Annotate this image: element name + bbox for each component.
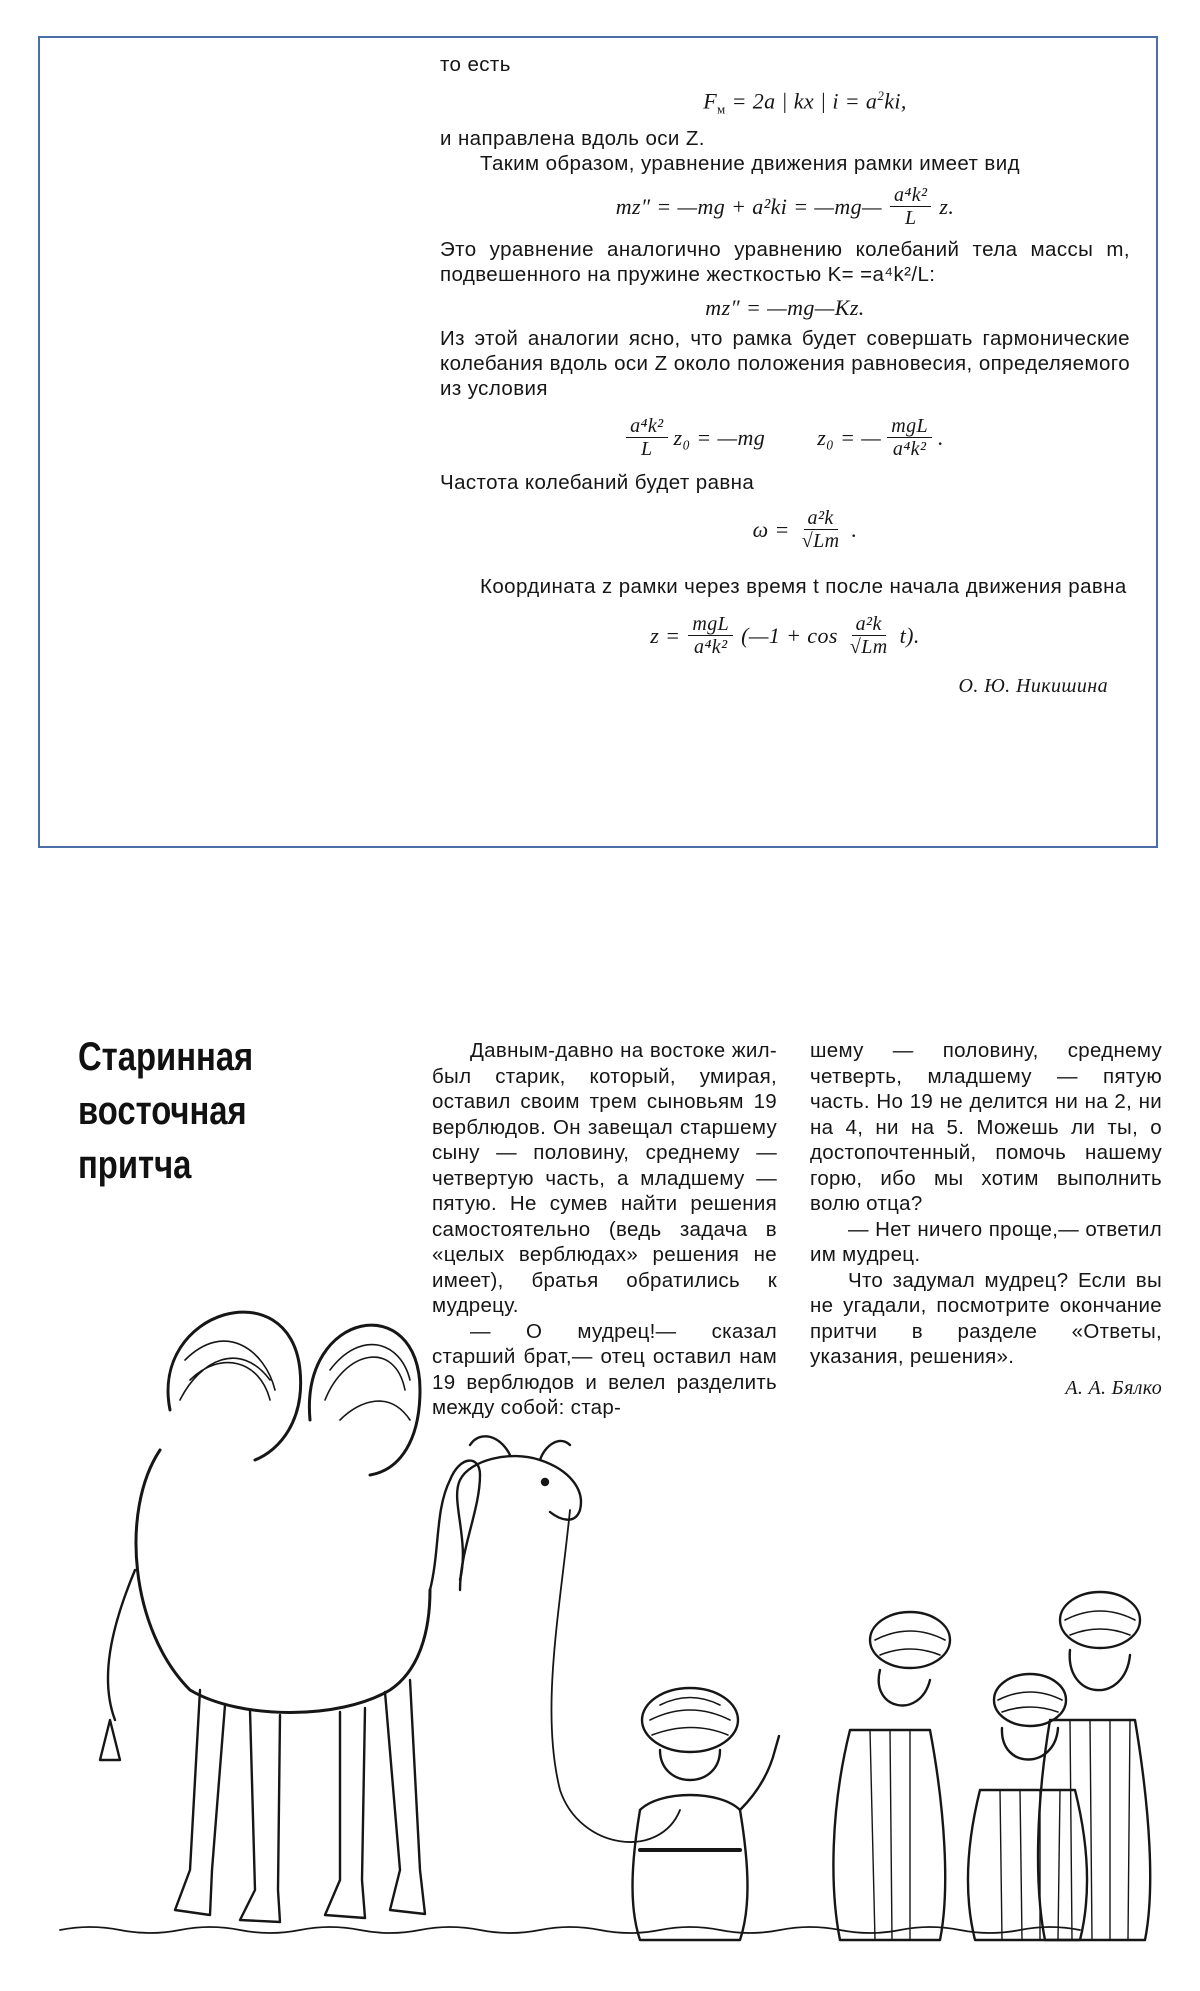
- paragraph: шему — половину, среднему четверть, младшему — пятую часть. Но 19 не делится ни на 2, ни на 4, ни на 5. Можешь ли ты, о достопочтенный, помочь нашему горю, ибо мы хотим выполнить волю отца?: [810, 1039, 1162, 1215]
- text-line: то есть: [440, 53, 511, 76]
- paragraph-analogy: Это уравнение аналогично уравнению колебаний тела массы m, подвешенного на пружине жесткостью K= =a⁴k²/L:: [440, 237, 1130, 286]
- paragraph-harmonic: Из этой аналогии ясно, что рамка будет совершать гармонические колебания вдоль оси Z около положения равновесия, определяемого из условия: [440, 326, 1130, 400]
- brother-right: [1038, 1592, 1150, 1940]
- camel: [100, 1312, 680, 1922]
- text-line: и направлена вдоль оси Z.: [440, 126, 705, 150]
- paragraph: Что задумал мудрец? Если вы не угадали, посмотрите окончание притчи в разделе «Ответы, указания, решения».: [810, 1268, 1162, 1368]
- equation-frequency: ω = $\frac{\text{a²k}}{√Lm}$ .: [752, 506, 858, 552]
- ground-line: [60, 1927, 1080, 1933]
- equation-spring: mz″ = —mg—Kz.: [705, 294, 865, 320]
- text-line: Таким образом, уравнение движения рамки имеет вид: [480, 151, 1020, 175]
- sage: [633, 1688, 780, 1940]
- text-line: Частота колебаний будет равна: [440, 470, 755, 494]
- solution-column: [440, 52, 1130, 699]
- equation-coordinate: z = $\frac{\text{mgL}}{\text{a⁴k²}}$ (—1 + cos $\frac{\text{a²k}}{√Lm}$ t).: [650, 612, 920, 658]
- equation-equilibrium: $\frac{\text{a⁴k²}}{L}$ z₀ = —mg z₀ = — $\frac{\text{mgL}}{\text{a⁴k²}}$ .: [440, 415, 1130, 460]
- paragraph: — Нет ничего проще,— ответил им мудрец.: [810, 1217, 1162, 1266]
- paragraph: — О мудрец!— сказал старший брат,— отец оставил нам 19 верблюдов и велел разделить между собой: стар-: [432, 1319, 777, 1419]
- camel-sage-brothers-illustration: [40, 1250, 1160, 1950]
- brother-middle: [968, 1674, 1087, 1940]
- author-signature: О. Ю. Никишина: [958, 674, 1108, 697]
- equation-motion: mz″ = —mg + a²ki = —mg— $\frac{\text{a⁴k²}}{L}$ z.: [615, 183, 955, 229]
- equation-force: $F_м = 2a$ | kx | $i = a^2ki$,: [703, 88, 907, 117]
- brother-left: [833, 1612, 950, 1940]
- paragraph-coordinate: Координата z рамки через время t после начала движения равна: [480, 574, 1127, 598]
- article-title: Старинная восточная притча: [78, 1035, 254, 1187]
- author-signature: А. А. Бялко: [1065, 1376, 1162, 1399]
- paragraph: Давным-давно на востоке жил-был старик, который, умирая, оставил своим трем сыновьям 19 верблюдов. Он завещал старшему сыну — половину, среднему — четвертую часть, а младшему — пятую. Не сумев найти решения самостоятельно (ведь задача в «целых верблюдах» решения не имеет), братья обратились к мудрецу.: [432, 1039, 777, 1317]
